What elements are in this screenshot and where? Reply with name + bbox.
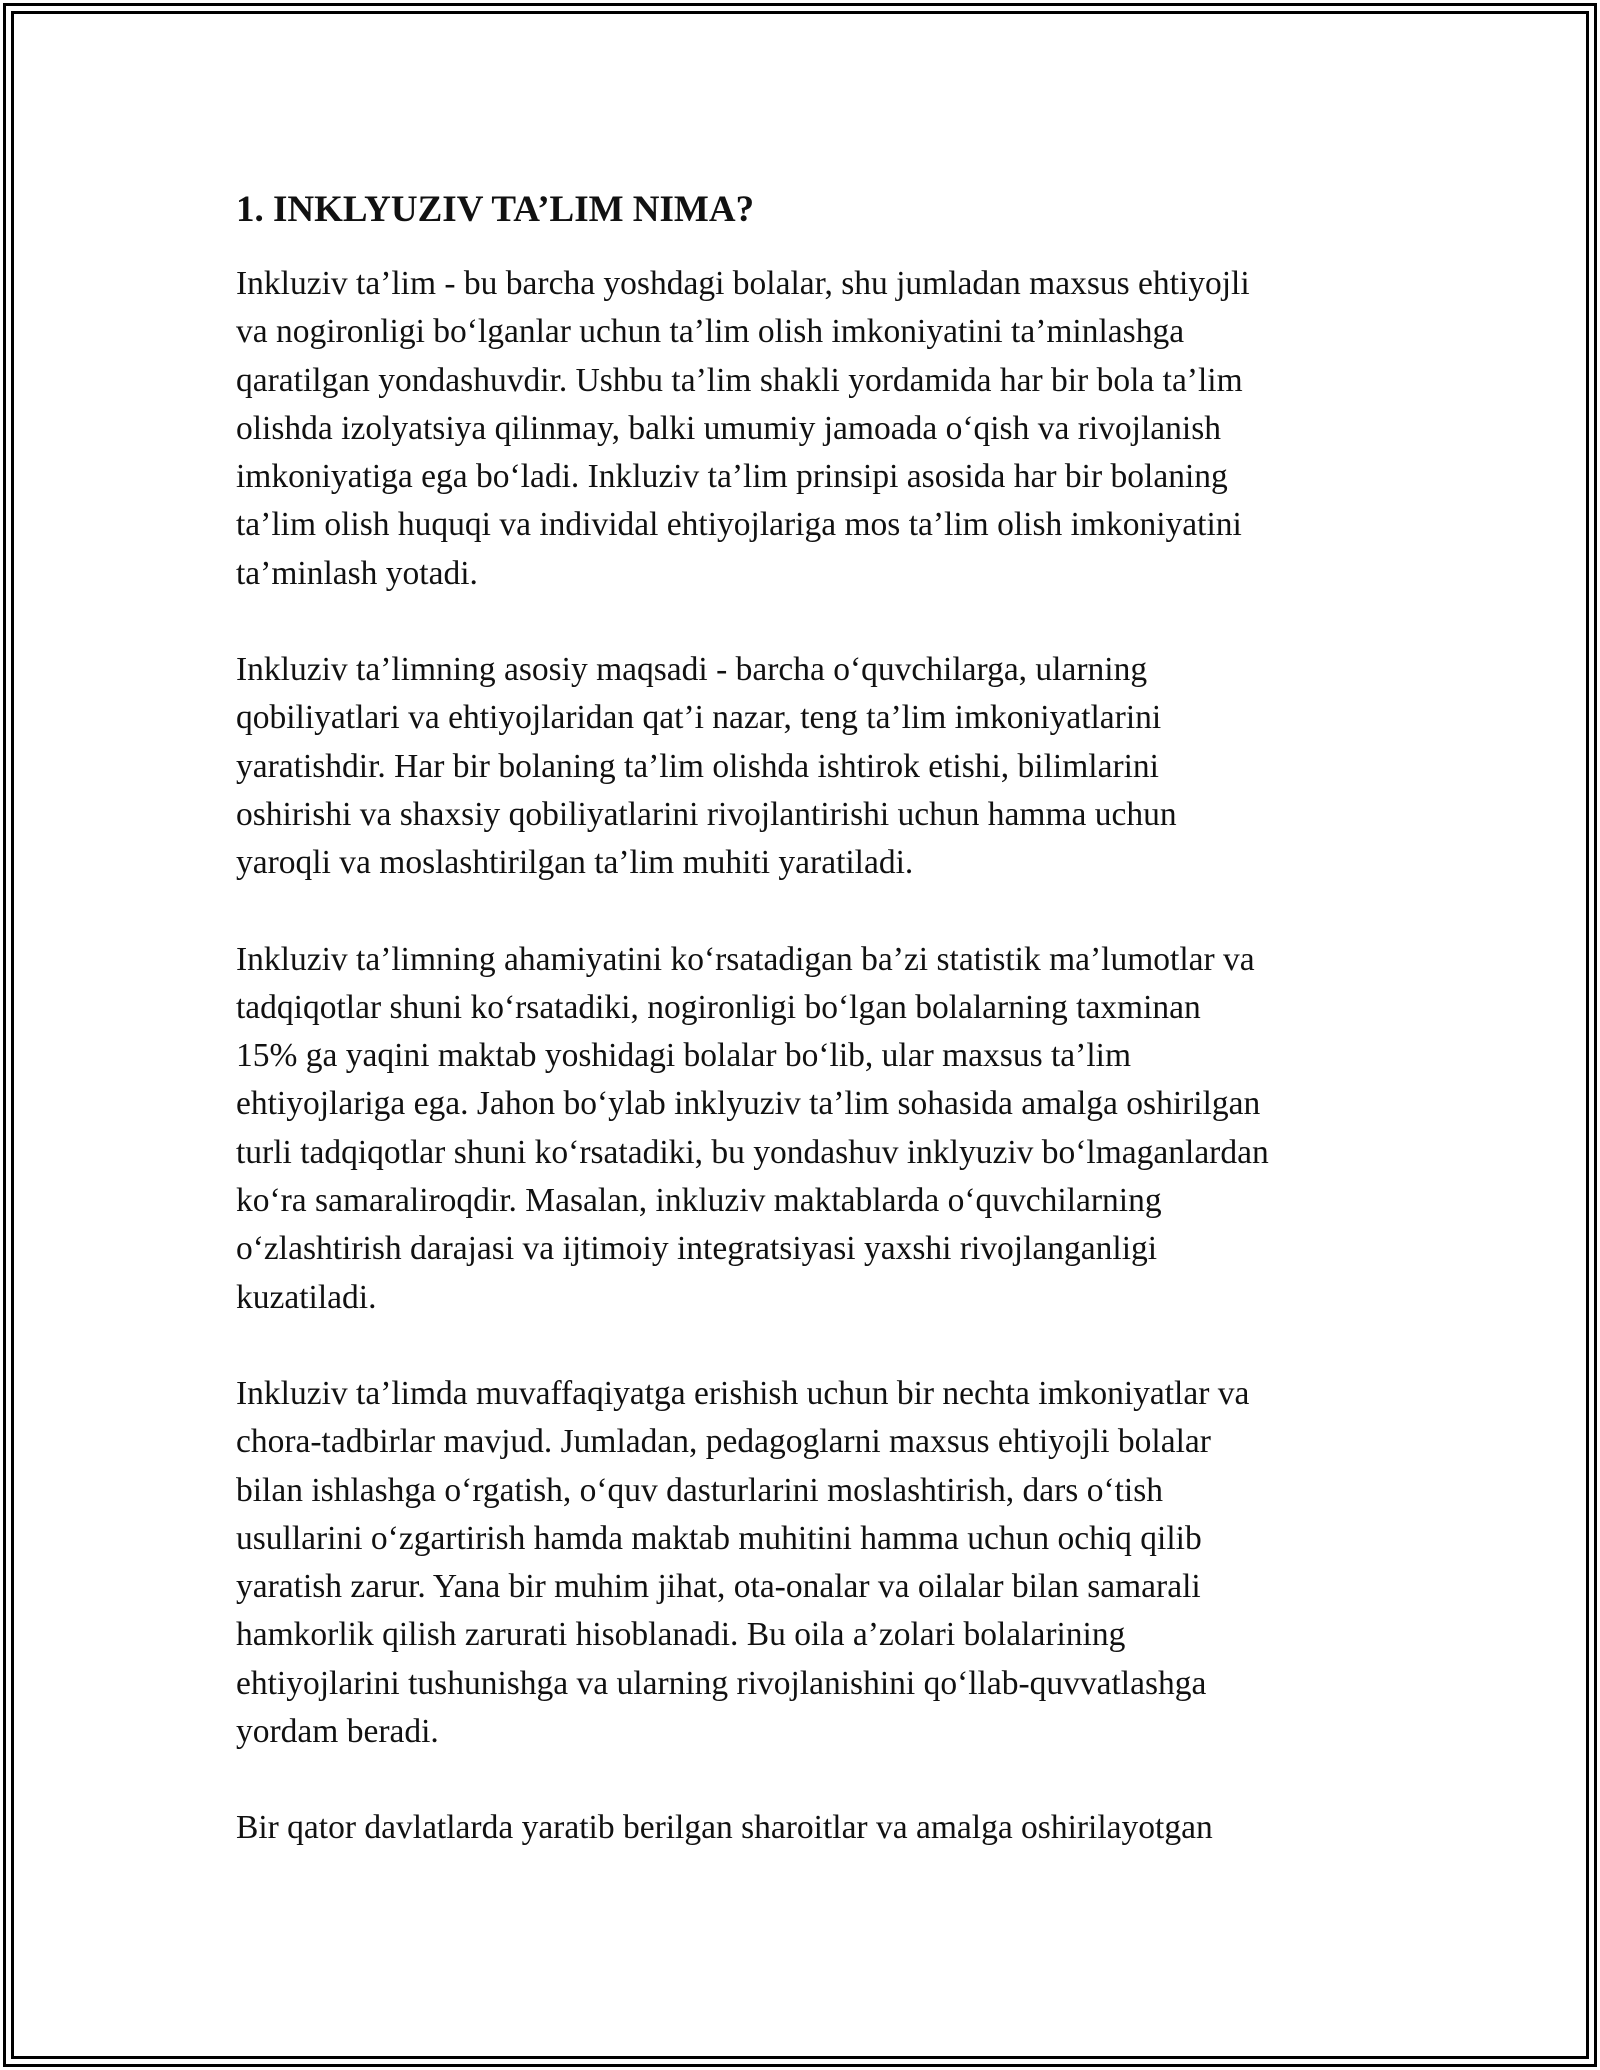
text-line: Inkluziv ta’lim - bu barcha yoshdagi bolalar, shu jumladan maxsus ehtiyojli [236, 265, 1250, 302]
text-line: Inkluziv ta’limning asosiy maqsadi - barcha o‘quvchilarga, ularning [236, 651, 1148, 689]
text-line: usullarini o‘zgartirish hamda maktab muhitini hamma uchun ochiq qilib [236, 1519, 1202, 1557]
text-line: ko‘ra samaraliroqdir. Masalan, inkluziv maktablarda o‘quvchilarning [236, 1182, 1162, 1220]
paragraph-3 [236, 936, 1386, 1322]
text-line: kuzatiladi. [236, 1278, 377, 1316]
paragraph-1 [236, 260, 1386, 598]
text-line: imkoniyatiga ega bo‘ladi. Inkluziv ta’lim prinsipi asosida har bir bolaning [236, 458, 1228, 496]
text-line: qaratilgan yondashuvdir. Ushbu ta’lim shakli yordamida har bir bola ta’lim [236, 361, 1243, 399]
text-line: chora-tadbirlar mavjud. Jumladan, pedagoglarni maxsus ehtiyojli bolalar [236, 1423, 1211, 1461]
text-line: olishda izolyatsiya qilinmay, balki umumiy jamoada o‘qish va rivojlanish [236, 409, 1221, 447]
text-line: tadqiqotlar shuni ko‘rsatadiki, nogironligi bo‘lgan bolalarning taxminan [236, 988, 1201, 1026]
paragraph-5 [236, 1804, 1386, 1852]
text-line: Inkluziv ta’limning ahamiyatini ko‘rsatadigan ba’zi statistik ma’lumotlar va [236, 940, 1255, 978]
text-line: Inkluziv ta’limda muvaffaqiyatga erishish uchun bir nechta imkoniyatlar va [236, 1374, 1250, 1412]
text-line: qobiliyatlari va ehtiyojlaridan qat’i nazar, teng ta’lim imkoniyatlarini [236, 699, 1162, 737]
text-line: o‘zlashtirish darajasi va ijtimoiy integratsiyasi yaxshi rivojlanganligi [236, 1230, 1158, 1268]
text-line: ta’lim olish huquqi va individal ehtiyojlariga mos ta’lim olish imkoniyatini [236, 506, 1242, 544]
text-line: ehtiyojlarini tushunishga va ularning rivojlanishini qo‘llab-quvvatlashga [236, 1664, 1207, 1702]
paragraph-4 [236, 1370, 1386, 1756]
text-line: ta’minlash yotadi. [236, 554, 478, 592]
text-line: yordam beradi. [236, 1713, 439, 1751]
text-line: bilan ishlashga o‘rgatish, o‘quv dasturlarini moslashtirish, dars o‘tish [236, 1471, 1164, 1509]
text-line: 15% ga yaqini maktab yoshidagi bolalar bo‘lib, ular maxsus ta’lim [236, 1037, 1131, 1075]
text-line: Bir qator davlatlarda yaratib berilgan sharoitlar va amalga oshirilayotgan [236, 1809, 1213, 1847]
document-page [236, 186, 1386, 1901]
section-heading: 1. INKLYUZIV TA’LIM NIMA? [236, 189, 755, 230]
paragraph-2 [236, 646, 1386, 887]
text-line: yaroqli va moslashtirilgan ta’lim muhiti yaratiladi. [236, 844, 914, 882]
text-line: turli tadqiqotlar shuni ko‘rsatadiki, bu yondashuv inklyuziv bo‘lmaganlardan [236, 1133, 1269, 1171]
text-line: va nogironligi bo‘lganlar uchun ta’lim olish imkoniyatini ta’minlashga [236, 313, 1185, 351]
text-line: yaratish zarur. Yana bir muhim jihat, ota-onalar va oilalar bilan samarali [236, 1568, 1201, 1606]
text-line: ehtiyojlariga ega. Jahon bo‘ylab inklyuziv ta’lim sohasida amalga oshirilgan [236, 1085, 1261, 1123]
text-line: hamkorlik qilish zarurati hisoblanadi. Bu oila a’zolari bolalarining [236, 1616, 1126, 1654]
text-line: yaratishdir. Har bir bolaning ta’lim olishda ishtirok etishi, bilimlarini [236, 747, 1159, 785]
text-line: oshirishi va shaxsiy qobiliyatlarini rivojlantirishi uchun hamma uchun [236, 795, 1177, 833]
